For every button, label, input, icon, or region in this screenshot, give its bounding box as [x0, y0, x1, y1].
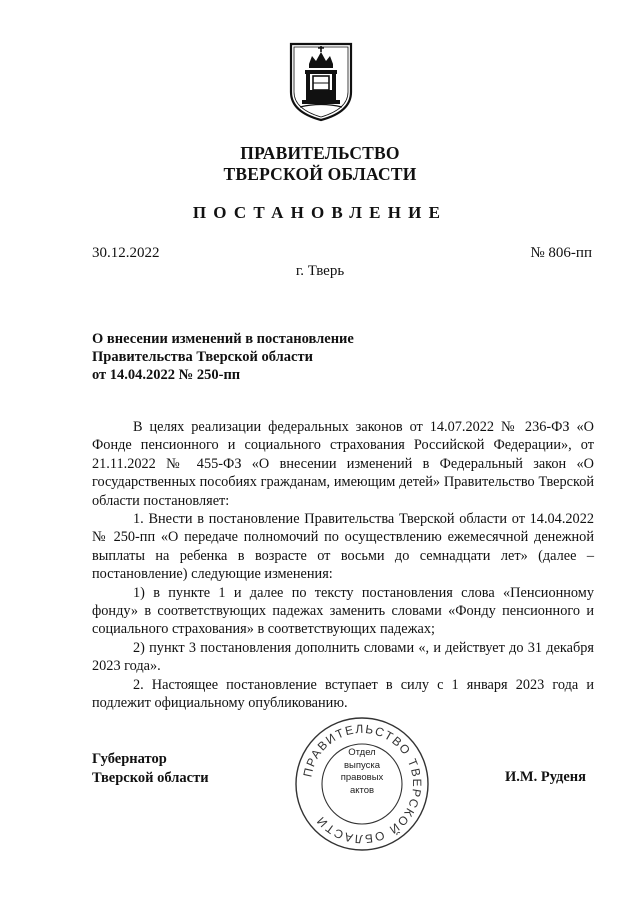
document-number: № 806-пп [530, 245, 592, 261]
org-name-line1: ПРАВИТЕЛЬСТВО [240, 143, 400, 163]
stamp-inner-text [336, 747, 388, 797]
document-city: г. Тверь [295, 263, 345, 279]
stamp-inner-line: правовых [340, 772, 384, 784]
body-paragraph-preamble: В целях реализации федеральных законов от 14.07.2022 № 236-ФЗ «О Фонде пенсионного и социального страхования Российской Федерации», от 21.11.2022 № 455-ФЗ «О внесении изменений в Федеральный закон «О государственных пособиях гражданам, имеющим детей» Правительство Тверской области постановляет: [92, 419, 594, 509]
subject-line2: Правительства Тверской области [92, 349, 313, 365]
body-paragraph-item-2: 2. Настоящее постановление вступает в силу с 1 января 2023 года и подлежит официальному опубликованию. [92, 676, 594, 712]
body-paragraph-subitem-2: 2) пункт 3 постановления дополнить словами «, и действует до 31 декабря 2023 года». [92, 639, 594, 675]
signer-position-line2: Тверской области [92, 770, 209, 786]
signer-name: И.М. Руденя [505, 769, 587, 785]
signer-position-line1: Губернатор [92, 751, 167, 767]
document-body [92, 418, 594, 713]
signer-position [92, 750, 209, 788]
document-date: 30.12.2022 [92, 245, 160, 261]
tver-oblast-coat-of-arms-icon [288, 40, 354, 122]
stamp-inner-line: актов [349, 784, 375, 796]
subject-line3: от 14.04.2022 № 250-пп [92, 367, 241, 383]
stamp-inner-line: Отдел [348, 747, 376, 758]
body-paragraph-subitem-1: 1) в пункте 1 и далее по тексту постановления слова «Пенсионному фонду» в соответствующих падежах заменить словами «Фонду пенсионного и социального страхования» в соответствующих падежах; [92, 584, 594, 638]
body-paragraph-item-1: 1. Внести в постановление Правительства Тверской области от 14.04.2022 № 250-пп «О передаче полномочий по осуществлению ежемесячной денежной выплаты на ребенка в возрасте от восьми до семнадцати лет» (далее – постановление) следующие изменения: [92, 511, 594, 583]
official-stamp [292, 714, 432, 854]
org-name-line2: ТВЕРСКОЙ ОБЛАСТИ [223, 164, 417, 184]
subject-line1: О внесении изменений в постановление [92, 331, 354, 347]
document-type: ПОСТАНОВЛЕНИЕ [192, 203, 448, 222]
stamp-inner-line: выпуска [343, 759, 381, 771]
stamp-ring-text: ПРАВИТЕЛЬСТВО ТВЕРСКОЙ ОБЛАСТИ [300, 721, 425, 847]
